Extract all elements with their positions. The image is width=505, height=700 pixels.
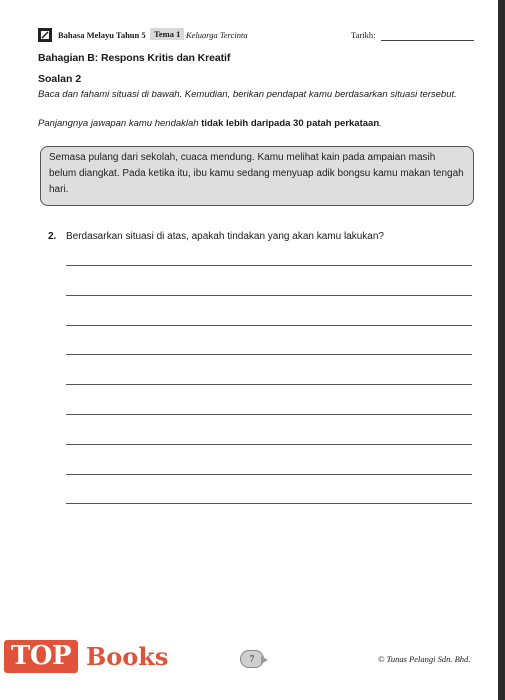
answer-line[interactable]: [66, 354, 472, 355]
word-limit-prefix: Panjangnya jawapan kamu hendaklah: [38, 118, 202, 129]
word-limit-suffix: .: [379, 118, 382, 129]
answer-line[interactable]: [66, 265, 472, 266]
book-logo-icon: [38, 28, 52, 42]
date-field[interactable]: [381, 40, 474, 41]
word-limit-instruction: [38, 117, 478, 130]
section-title: Bahagian B: Respons Kritis dan Kreatif: [38, 52, 231, 64]
answer-line[interactable]: [66, 295, 472, 296]
watermark-top: TOP: [4, 640, 78, 673]
book-title: Bahasa Melayu Tahun 5: [58, 30, 146, 40]
copyright-text: © Tunas Pelangi Sdn. Bhd.: [378, 654, 471, 664]
answer-line[interactable]: [66, 384, 472, 385]
answer-line[interactable]: [66, 503, 472, 504]
answer-line[interactable]: [66, 325, 472, 326]
page-badge-tail: [261, 656, 268, 664]
question-label: Soalan 2: [38, 73, 82, 85]
theme-name: Keluarga Tercinta: [186, 30, 248, 40]
watermark-books: Books: [86, 642, 169, 671]
question-number: 2.: [48, 231, 57, 242]
date-label: Tarikh:: [351, 30, 376, 40]
scan-edge: [498, 0, 505, 700]
answer-line[interactable]: [66, 414, 472, 415]
word-limit-bold: tidak lebih daripada 30 patah perkataan: [201, 118, 380, 129]
situation-box: Semasa pulang dari sekolah, cuaca mendung. Kamu melihat kain pada ampaian masih belum diangkat. Pada ketika itu, ibu kamu sedang menyuap adik bongsu kamu makan tengah hari.: [40, 146, 474, 206]
question-text: Berdasarkan situasi di atas, apakah tindakan yang akan kamu lakukan?: [66, 231, 384, 242]
theme-tag: Tema 1: [150, 28, 184, 40]
answer-line[interactable]: [66, 474, 472, 475]
instruction-text: Baca dan fahami situasi di bawah. Kemudian, berikan pendapat kamu berdasarkan situasi tersebut.: [38, 89, 457, 100]
answer-line[interactable]: [66, 444, 472, 445]
watermark-logo: [0, 636, 190, 680]
page-number: 7: [240, 650, 264, 668]
page-header: [38, 28, 474, 44]
